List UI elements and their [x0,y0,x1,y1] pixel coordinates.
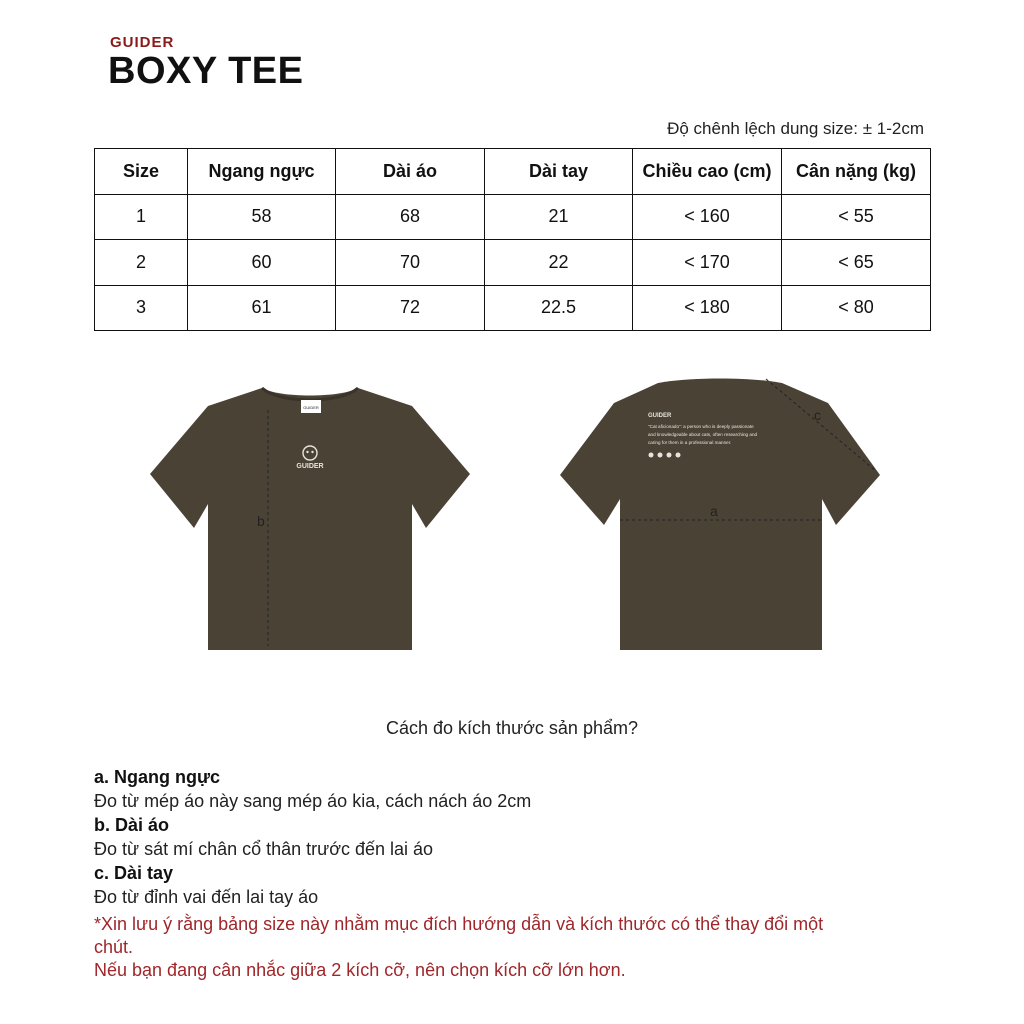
back-print-line: caring for them in a professional manner. [648,440,732,445]
column-header: Dài tay [485,149,633,195]
brand-name: GUIDER [110,34,175,51]
neck-tag-text: GUIDER [303,405,319,410]
tshirt-back-body [560,379,880,651]
badge-icon [676,453,681,458]
table-cell: 1 [95,194,188,240]
tshirt-back-diagram [560,375,880,655]
badge-icon [649,453,654,458]
measure-label-a: a [710,503,718,519]
tshirt-front-body [150,388,470,650]
column-header: Ngang ngực [188,149,336,195]
table-row [95,285,931,331]
disclaimer-line: *Xin lưu ý rằng bảng size này nhằm mục đích hướng dẫn và kích thước có thể thay đổi một chút. [94,914,824,957]
column-header: Cân nặng (kg) [782,149,931,195]
front-logo-text: GUIDER [296,463,324,470]
disclaimer-note [94,913,894,982]
table-header-row [95,149,931,195]
guide-text-length: Đo từ sát mí chân cổ thân trước đến lai áo [94,839,434,859]
column-header: Size [95,149,188,195]
table-cell: 61 [188,285,336,331]
back-print-line: "Cat aficionado": a person who is deeply passionate [648,424,754,429]
table-cell: < 180 [633,285,782,331]
table-cell: 60 [188,240,336,286]
guide-heading-chest: a. Ngang ngực [94,767,221,787]
table-cell: 72 [336,285,485,331]
table-cell: 22 [485,240,633,286]
table-cell: 68 [336,194,485,240]
size-tolerance-note: Độ chênh lệch dung size: ± 1-2cm [667,119,924,138]
table-row [95,194,931,240]
measure-label-c: c [814,407,821,423]
table-cell: < 65 [782,240,931,286]
page-title: BOXY TEE [108,50,304,92]
tshirt-front-diagram [150,380,470,650]
table-cell: 3 [95,285,188,331]
table-cell: 22.5 [485,285,633,331]
guide-heading-length: b. Dài áo [94,815,170,835]
table-cell: < 55 [782,194,931,240]
measure-guide-question: Cách đo kích thước sản phẩm? [386,718,638,738]
back-print-line: and knowledgeable about cats, often researching and [648,432,758,437]
guide-heading-sleeve: c. Dài tay [94,863,174,883]
guide-text-chest: Đo từ mép áo này sang mép áo kia, cách nách áo 2cm [94,791,532,811]
table-cell: 2 [95,240,188,286]
back-print-brand: GUIDER [648,413,672,419]
table-cell: 70 [336,240,485,286]
table-row [95,240,931,286]
badge-icon [667,453,672,458]
column-header: Chiều cao (cm) [633,149,782,195]
size-table [94,148,931,331]
disclaimer-line: Nếu bạn đang cân nhắc giữa 2 kích cỡ, nên chọn kích cỡ lớn hơn. [94,960,626,980]
table-cell: < 80 [782,285,931,331]
table-cell: 58 [188,194,336,240]
table-cell: 21 [485,194,633,240]
measure-guide [94,765,894,982]
guide-text-sleeve: Đo từ đỉnh vai đến lai tay áo [94,887,319,907]
cat-eye-icon [306,451,308,453]
table-cell: < 160 [633,194,782,240]
measure-label-b: b [257,513,265,529]
cat-eye-icon [311,451,313,453]
column-header: Dài áo [336,149,485,195]
badge-icon [658,453,663,458]
table-cell: < 170 [633,240,782,286]
